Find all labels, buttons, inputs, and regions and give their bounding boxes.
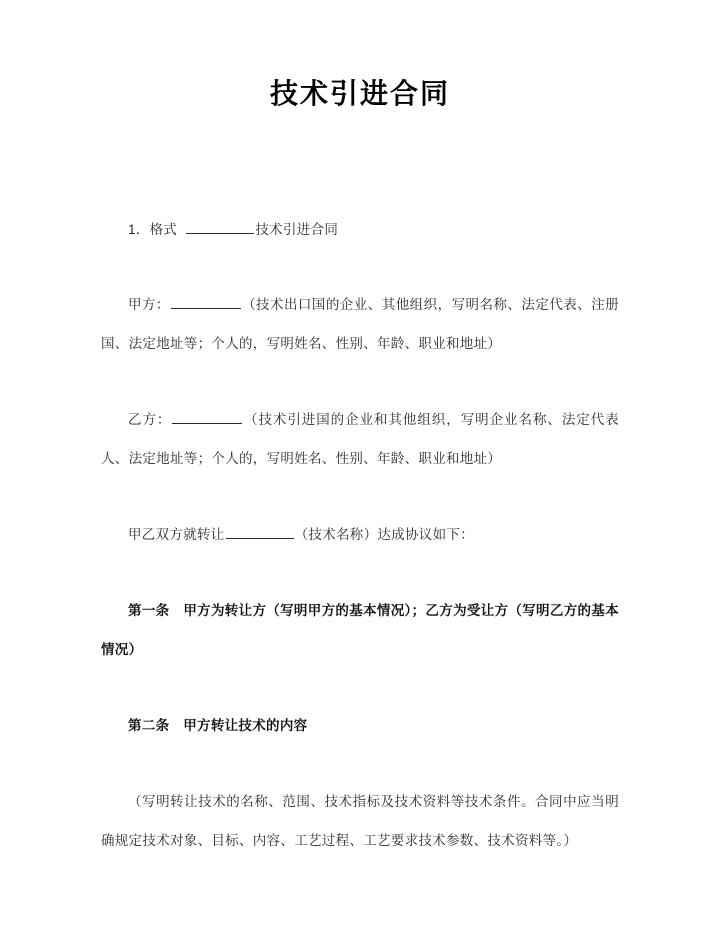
party-b-description: （技术引进国的企业和其他组织，写明企业名称、法定代表人、法定地址等；个人的，写明姓名、性别、年龄、职业和地址）: [101, 412, 619, 466]
article-2-separator: [169, 718, 183, 733]
format-line-suffix: 技术引进合同: [255, 222, 339, 237]
format-line: [101, 210, 619, 249]
party-a-description: （技术出口国的企业、其他组织，写明名称、法定代表、注册国、法定地址等；个人的，写明姓名、性别、年龄、职业和地址）: [101, 297, 619, 351]
party-a-label: 甲方：: [128, 297, 170, 312]
spacer: [101, 669, 619, 706]
agreement-line-prefix: 甲乙双方就转让: [128, 527, 225, 542]
article-1-number: 第一条: [128, 603, 170, 618]
party-b-label: 乙方：: [128, 412, 172, 427]
article-2-note: （写明转让技术的名称、范围、技术指标及技术资料等技术条件。合同中应当明确规定技术对象、目标、内容、工艺过程、工艺要求技术参数、技术资料等。）: [101, 794, 619, 848]
spacer: [101, 363, 619, 400]
spacer: [101, 745, 619, 782]
article-2-text: 甲方转让技术的内容: [183, 718, 308, 733]
spacer: [101, 478, 619, 515]
document-body: [101, 210, 619, 860]
article-1-text: 甲方为转让方（写明甲方的基本情况）；乙方为受让方（写明乙方的基本情况）: [101, 603, 619, 657]
party-b-blank-field[interactable]: [172, 410, 242, 424]
page-title: 技术引进合同: [269, 78, 450, 109]
party-b-paragraph: [101, 400, 619, 478]
article-1: [101, 591, 619, 669]
article-2: [101, 706, 619, 745]
party-a-paragraph: [101, 285, 619, 363]
party-a-blank-field[interactable]: [171, 295, 241, 309]
article-1-separator: [169, 603, 183, 618]
agreement-line-blank-field[interactable]: [226, 525, 294, 539]
agreement-line: [101, 515, 619, 554]
article-2-number: 第二条: [128, 718, 170, 733]
spacer: [101, 249, 619, 285]
agreement-line-suffix: （技术名称）达成协议如下：: [294, 527, 475, 542]
spacer: [101, 554, 619, 591]
format-line-blank-field[interactable]: [186, 220, 254, 234]
format-line-prefix: 1．格式: [128, 222, 178, 237]
